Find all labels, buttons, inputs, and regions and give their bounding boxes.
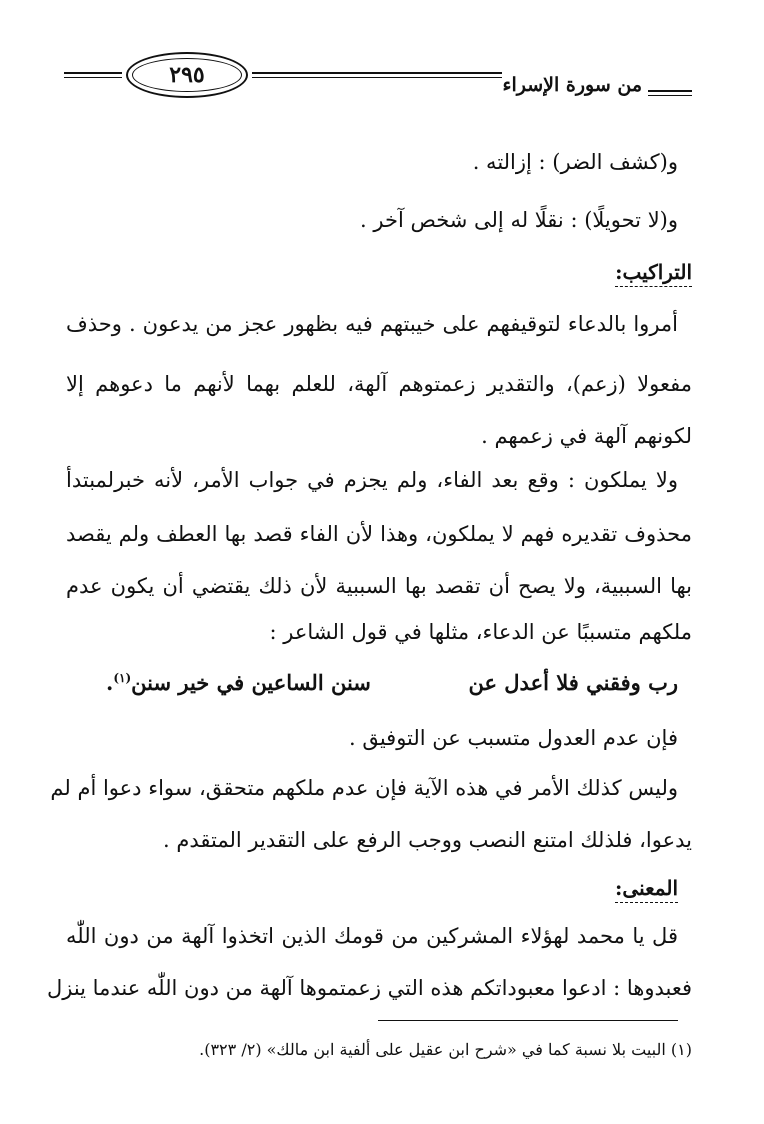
text-line: قل يا محمد لهؤلاء المشركين من قومك الذين اتخذوا آلهة من دون اللّٰه [66, 924, 678, 948]
verse-second-text: سنن الساعين في خير سنن [131, 670, 371, 695]
section-heading-maana [615, 876, 678, 900]
section-heading-tarakeeb [615, 260, 692, 284]
text-line: مفعولا (زعم)، والتقدير زعمتوهم آلهة، للعلم بهما لأنهم ما دعوهم إلا [66, 372, 692, 396]
text-line: وليس كذلك الأمر في هذه الآية فإن عدم ملكهم متحقق، سواء دعوا أم لم [50, 776, 678, 800]
verse-second-hemistich [106, 670, 371, 695]
header-rule-right [648, 90, 692, 92]
text-line: فإن عدم العدول متسبب عن التوفيق . [348, 726, 678, 750]
page-header [64, 52, 692, 100]
text-line: فعبدوها : ادعوا معبوداتكم هذه التي زعمتموها آلهة من دون اللّٰه عندما ينزل [46, 976, 692, 1000]
text-line: أمروا بالدعاء لتوقيفهم على خيبتهم فيه بظهور عجز من يدعون . وحذف [66, 312, 678, 336]
text-line: و(كشف الضر) : إزالته . [472, 150, 678, 174]
text-line: ولا يملكون : وقع بعد الفاء، ولم يجزم في جواب الأمر، لأنه خبرلمبتدأ [66, 468, 678, 492]
header-rule-middle [252, 72, 502, 74]
poem-verse [106, 670, 678, 695]
footnote-marker: (١) [113, 671, 132, 685]
text-line: ملكهم متسببًا عن الدعاء، مثلها في قول الشاعر : [269, 620, 692, 644]
text-line: محذوف تقديره فهم لا يملكون، وهذا لأن الفاء قصد بها العطف ولم يقصد [66, 522, 692, 546]
text-line: بها السببية، ولا يصح أن تقصد بها السببية لأن ذلك يقتضي أن يكون عدم [66, 574, 692, 598]
page-number-frame [126, 52, 248, 98]
header-rule-right-thin [648, 95, 692, 96]
text-line: يدعوا، فلذلك امتنع النصب ووجب الرفع على التقدير المتقدم . [163, 828, 692, 852]
verse-first-hemistich: رب وفقني فلا أعدل عن [468, 670, 678, 695]
footnote: (١) البيت بلا نسبة كما في «شرح ابن عقيل على ألفية ابن مالك» (٢/ ٣٢٣). [199, 1040, 692, 1059]
header-rule-left-thin [64, 77, 122, 78]
section-heading-label: المعنى: [615, 876, 678, 903]
text-line: و(لا تحويلًا) : نقلًا له إلى شخص آخر . [360, 208, 678, 232]
text-line: لكونهم آلهة في زعمهم . [481, 424, 692, 448]
verse-end: . [106, 670, 114, 695]
header-rule-middle-thin [252, 77, 502, 78]
section-heading-label: التراكيب: [615, 260, 692, 287]
surah-title: من سورة الإسراء [502, 74, 642, 96]
page-number: ٢٩٥ [169, 62, 205, 88]
footnote-separator [378, 1020, 678, 1021]
header-rule-left [64, 72, 122, 74]
